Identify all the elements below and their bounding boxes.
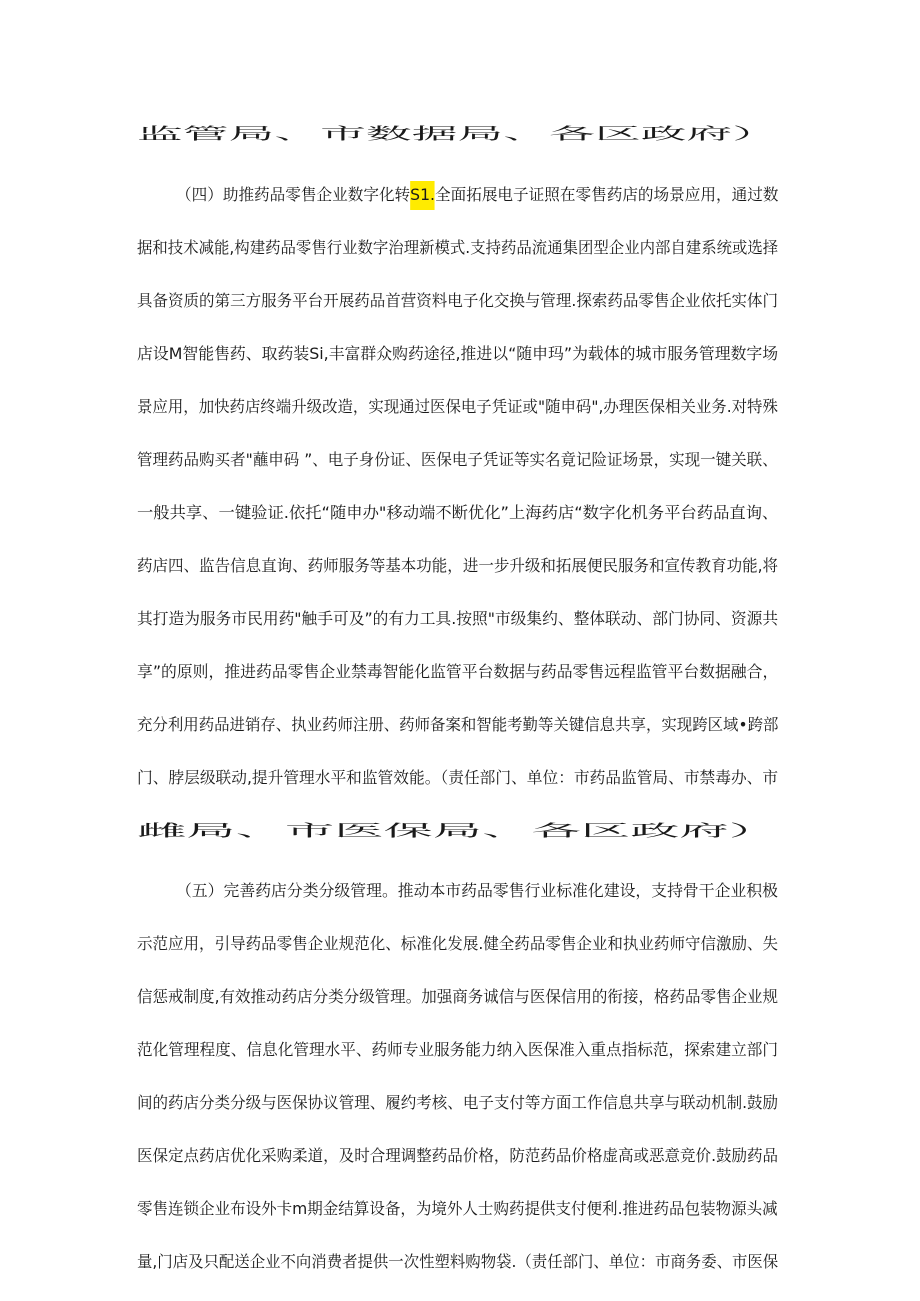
highlighted-text: S1. [410,181,435,210]
text-line: 信惩戒制度,有效推动药店分类分级管理。加强商务诚信与医保信用的衔接，格药品零售企业规 [137,987,779,1006]
text-line: 医保定点药店优化采购柔道，及时合理调整药品价格，防范药品价格虚高或恶意竞价.鼓励药品 [137,1146,779,1165]
text-line: 景应用，加快药店终端升级改造，实现通过医保电子凭证或"随申码",办理医保相关业务.对特殊 [137,397,778,416]
text-line: 监管局、市数据局、各区政府） [137,124,779,143]
text-line: 范化管理程度、信息化管理水平、药师专业服务能力纳入医保准入重点指标范，探索建立部门 [137,1040,778,1059]
text-line: 门、脖层级联动,提升管理水平和监管效能。（责任部门、单位：市药品监管局、市禁毒办、市 [137,768,779,787]
text-line: 药店四、监告信息直询、药师服务等基本功能，进一步升级和拓展便民服务和宣传教育功能,将 [137,556,779,575]
text-line: 享”的原则，推进药品零售企业禁毒智能化监管平台数据与药品零售远程监管平台数据融合， [137,662,779,681]
text-line: 间的药店分类分级与医保协议管理、履约考核、电子支付等方面工作信息共享与联动机制.鼓励 [137,1093,779,1112]
text-line: 管理药品购买者"蘸申码 ”、电子身份证、医保电子凭证等实名竟记险证场景，实现一键关联、 [137,450,778,469]
text-line: 据和技术减能,构建药品零售行业数字治理新模式.支持药品流通集团型企业内部自建系统或选择 [137,238,779,257]
text-line: 示范应用，引导药品零售企业规范化、标准化发展.健全药品零售企业和执业药师守信激励、失 [137,934,779,953]
section-4-heading-line: （四）助推药品零售企业数字化转S1.全面拓展电子证照在零售药店的场景应用，通过数 [176,184,778,206]
text-line: 充分利用药品进销存、执业药师注册、药师备案和智能考勤等关键信息共享，实现跨区域•跨部 [137,715,779,734]
text-line: 零售连锁企业布设外卡m期金结算设备，为境外人士购药提供支付便利.推进药品包装物源头减 [137,1199,778,1218]
text-line: 一般共享、一键验证.依托“随申办"移动端不断优化”上海药店“数字化机务平台药品直询、 [137,503,779,522]
text-line: 具备资质的第三方服务平台开展药品首营资料电子化交换与管理.探索药品零售企业依托实体门 [137,291,779,310]
text-line: 量,门店及只配送企业不向消费者提供一次性塑料购物袋.（责任部门、单位：市商务委、市医保 [137,1252,779,1271]
text-line: 雌局、市医保局、各区政府） [137,821,779,840]
text-line: 店设M智能售药、取药装Si,丰富群众购药途径,推进以“随申玛”为载体的城市服务管理数字场 [137,344,779,363]
text-line: 其打造为服务市民用药"触手可及”的有力工具.按照"市级集约、整体联动、部门协同、资源共 [137,609,779,628]
section-5-heading-line: （五）完善药店分类分级管理。推动本市药品零售行业标准化建设，支持骨干企业积极 [176,881,778,900]
